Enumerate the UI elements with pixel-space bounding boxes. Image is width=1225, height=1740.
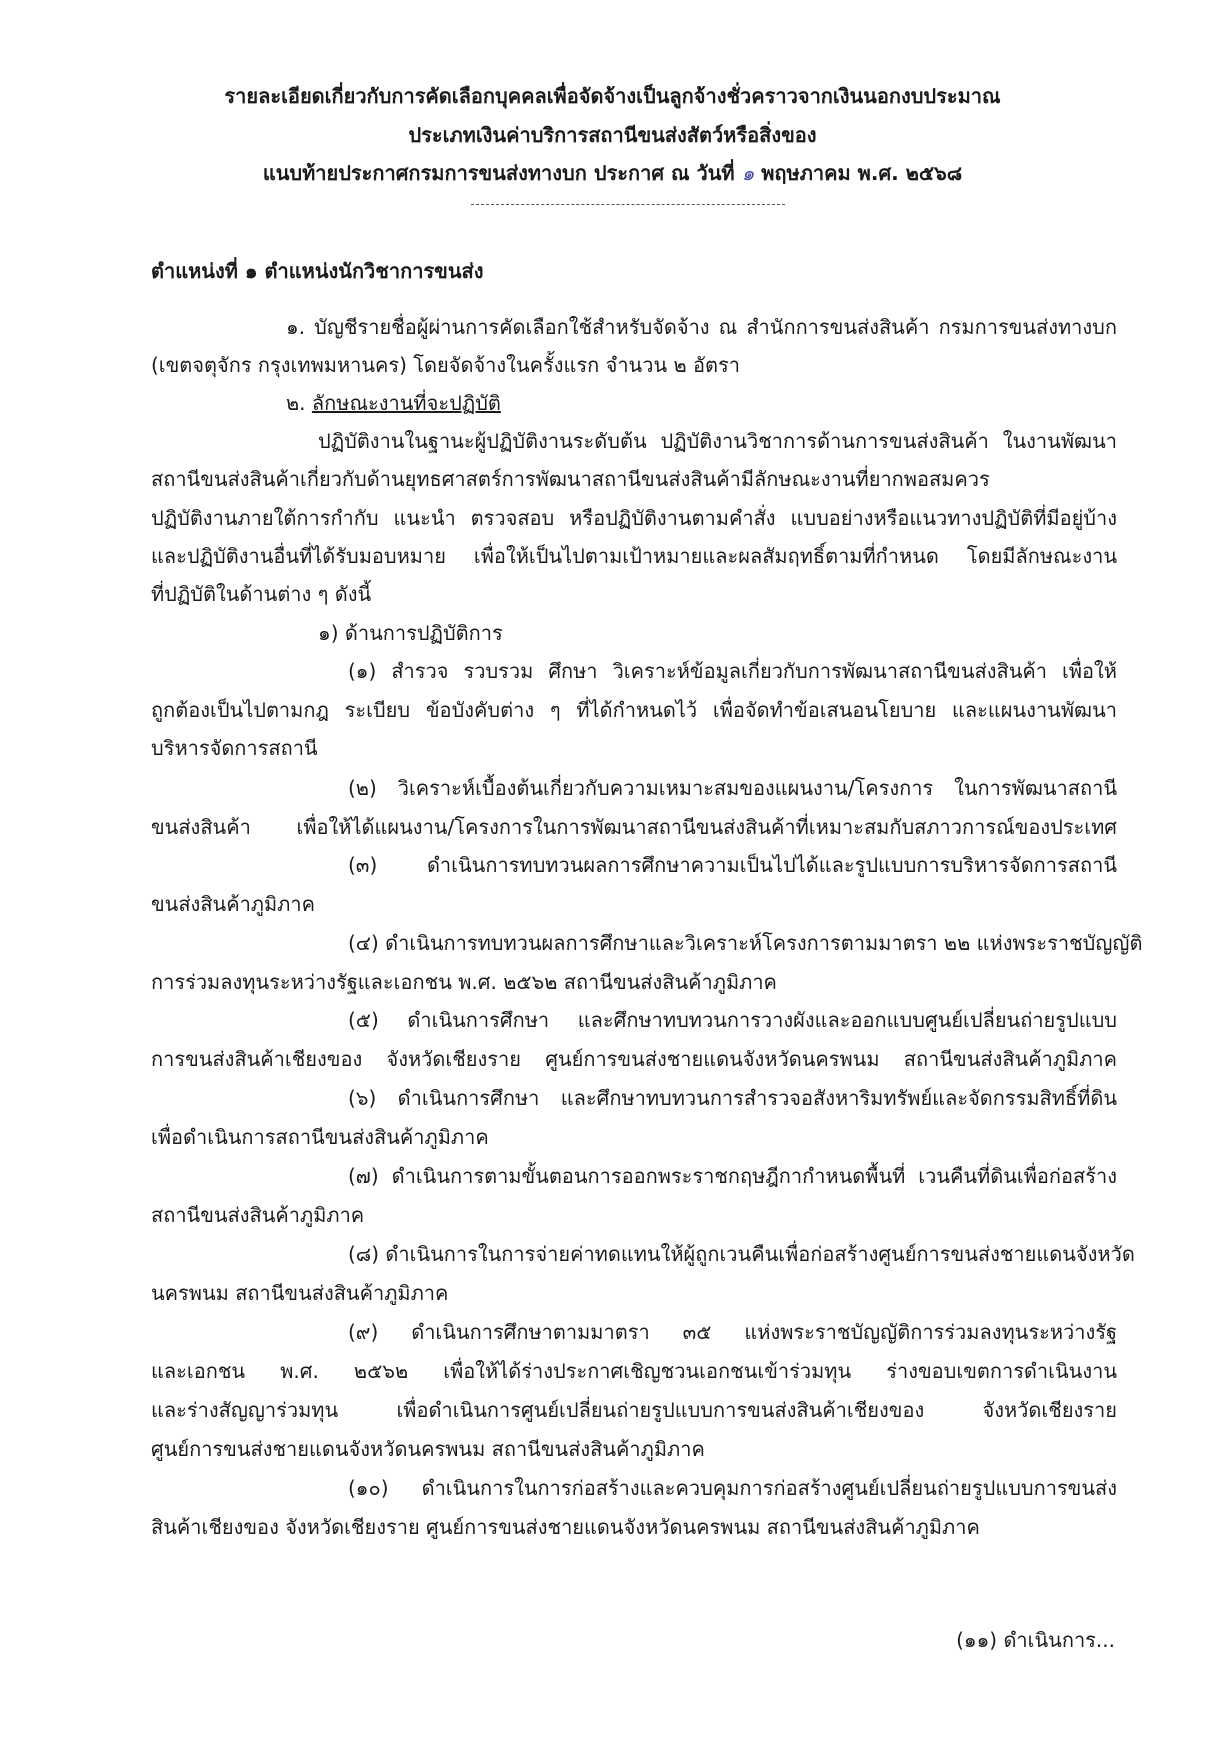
item-5-line-1: (๕) ดำเนินการศึกษา และศึกษาทบทวนการวางผังและออกแบบศูนย์เปลี่ยนถ่ายรูปแบบ — [348, 1008, 1117, 1032]
position-heading: ตำแหน่งที่ ๑ ตำแหน่งนักวิชาการขนส่ง — [151, 259, 484, 283]
item-7-line-2: สถานีขนส่งสินค้าภูมิภาค — [151, 1203, 365, 1227]
item-1-line-1: (๑) สำรวจ รวบรวม ศึกษา วิเคราะห์ข้อมูลเกี่ยวกับการพัฒนาสถานีขนส่งสินค้า เพื่อให้ — [348, 659, 1117, 683]
item-2-line-2: ขนส่งสินค้า เพื่อให้ได้แผนงาน/โครงการในการพัฒนาสถานีขนส่งสินค้าที่เหมาะสมกับสภาวการณ์ของประเทศ — [151, 815, 1117, 839]
item-4-line-1: (๔) ดำเนินการทบทวนผลการศึกษาและวิเคราะห์โครงการตามมาตรา ๒๒ แห่งพระราชบัญญัติ — [348, 931, 1143, 955]
section1-line-1: ๑. บัญชีรายชื่อผู้ผ่านการคัดเลือกใช้สำหรับจัดจ้าง ณ สำนักการขนส่งสินค้า กรมการขนส่งทางบก — [286, 315, 1117, 339]
item-6-line-1: (๖) ดำเนินการศึกษา และศึกษาทบทวนการสำรวจอสังหาริมทรัพย์และจัดกรรมสิทธิ์ที่ดิน — [348, 1086, 1117, 1110]
item-3-line-2: ขนส่งสินค้าภูมิภาค — [151, 892, 315, 916]
section2-para-line-3: ปฏิบัติงานภายใต้การกำกับ แนะนำ ตรวจสอบ หรือปฏิบัติงานตามคำสั่ง แบบอย่างหรือแนวทางปฏิบัติที่มีอยู่บ้าง — [151, 506, 1117, 530]
item-3-line-1: (๓) ดำเนินการทบทวนผลการศึกษาความเป็นไปได้และรูปแบบการบริหารจัดการสถานี — [348, 853, 1117, 877]
section2-para-line-4: และปฏิบัติงานอื่นที่ได้รับมอบหมาย เพื่อให้เป็นไปตามเป้าหมายและผลสัมฤทธิ์ตามที่กำหนด โดยมีลักษณะงาน — [151, 544, 1117, 568]
announcement-date-suffix: พฤษภาคม พ.ศ. ๒๕๖๘ — [761, 161, 963, 185]
item-5-line-2: การขนส่งสินค้าเชียงของ จังหวัดเชียงราย ศูนย์การขนส่งชายแดนจังหวัดนครพนม สถานีขนส่งสินค้าภูมิภาค — [151, 1047, 1117, 1071]
section2-para-line-5: ที่ปฏิบัติในด้านต่าง ๆ ดังนี้ — [151, 582, 372, 606]
document-title-line-1: รายละเอียดเกี่ยวกับการคัดเลือกบุคคลเพื่อจัดจ้างเป็นลูกจ้างชั่วคราวจากเงินนอกงบประมาณ — [224, 84, 1001, 108]
item-10-line-2: สินค้าเชียงของ จังหวัดเชียงราย ศูนย์การขนส่งชายแดนจังหวัดนครพนม สถานีขนส่งสินค้าภูมิภาค — [151, 1515, 980, 1539]
item-8-line-1: (๘) ดำเนินการในการจ่ายค่าทดแทนให้ผู้ถูกเวนคืนเพื่อก่อสร้างศูนย์การขนส่งชายแดนจังหวัด — [348, 1242, 1135, 1266]
item-7-line-1: (๗) ดำเนินการตามขั้นตอนการออกพระราชกฤษฎีกากำหนดพื้นที่ เวนคืนที่ดินเพื่อก่อสร้าง — [348, 1164, 1117, 1188]
section2-para-line-1: ปฏิบัติงานในฐานะผู้ปฏิบัติงานระดับต้น ปฏิบัติงานวิชาการด้านการขนส่งสินค้า ในงานพัฒนา — [318, 429, 1117, 453]
item-2-line-1: (๒) วิเคราะห์เบื้องต้นเกี่ยวกับความเหมาะสมของแผนงาน/โครงการ ในการพัฒนาสถานี — [348, 776, 1117, 800]
item-9-line-3: และร่างสัญญาร่วมทุน เพื่อดำเนินการศูนย์เปลี่ยนถ่ายรูปแบบการขนส่งสินค้าเชียงของ จังหวัดเชียงราย — [151, 1398, 1117, 1422]
section2-para-line-2: สถานีขนส่งสินค้าเกี่ยวกับด้านยุทธศาสตร์การพัฒนาสถานีขนส่งสินค้ามีลักษณะงานที่ยากพอสมควร — [151, 467, 990, 491]
item-9-line-4: ศูนย์การขนส่งชายแดนจังหวัดนครพนม สถานีขนส่งสินค้าภูมิภาค — [151, 1437, 705, 1461]
item-9-line-1: (๙) ดำเนินการศึกษาตามมาตรา ๓๕ แห่งพระราชบัญญัติการร่วมลงทุนระหว่างรัฐ — [348, 1320, 1117, 1344]
item-6-line-2: เพื่อดำเนินการสถานีขนส่งสินค้าภูมิภาค — [151, 1125, 489, 1149]
section2-title: ลักษณะงานที่จะปฏิบัติ — [311, 391, 501, 415]
item-1-line-3: บริหารจัดการสถานี — [151, 736, 318, 760]
handwritten-day: ๑ — [741, 161, 755, 185]
operations-subheading: ๑) ด้านการปฏิบัติการ — [318, 621, 503, 645]
section1-line-2: (เขตจตุจักร กรุงเทพมหานคร) โดยจัดจ้างในครั้งแรก จำนวน ๒ อัตรา — [151, 353, 740, 377]
continuation-marker: (๑๑) ดำเนินการ... — [956, 1628, 1115, 1652]
item-4-line-2: การร่วมลงทุนระหว่างรัฐและเอกชน พ.ศ. ๒๕๖๒ สถานีขนส่งสินค้าภูมิภาค — [151, 970, 777, 994]
item-8-line-2: นครพนม สถานีขนส่งสินค้าภูมิภาค — [151, 1281, 449, 1305]
item-10-line-1: (๑๐) ดำเนินการในการก่อสร้างและควบคุมการก่อสร้างศูนย์เปลี่ยนถ่ายรูปแบบการขนส่ง — [348, 1476, 1117, 1500]
item-1-line-2: ถูกต้องเป็นไปตามกฎ ระเบียบ ข้อบังคับต่าง ๆ ที่ได้กำหนดไว้ เพื่อจัดทำข้อเสนอนโยบาย และแผนงานพัฒนา — [151, 698, 1117, 722]
announcement-date-prefix: แนบท้ายประกาศกรมการขนส่งทางบก ประกาศ ณ วันที่ — [262, 161, 735, 185]
document-title-line-2: ประเภทเงินค่าบริการสถานีขนส่งสัตว์หรือสิ่งของ — [408, 123, 817, 147]
title-separator — [471, 204, 785, 205]
section2-number: ๒. — [286, 391, 306, 415]
document-title-line-3 — [0, 160, 1225, 186]
item-9-line-2: และเอกชน พ.ศ. ๒๕๖๒ เพื่อให้ได้ร่างประกาศเชิญชวนเอกชนเข้าร่วมทุน ร่างขอบเขตการดำเนินงาน — [151, 1359, 1117, 1383]
section2-heading — [286, 390, 501, 416]
